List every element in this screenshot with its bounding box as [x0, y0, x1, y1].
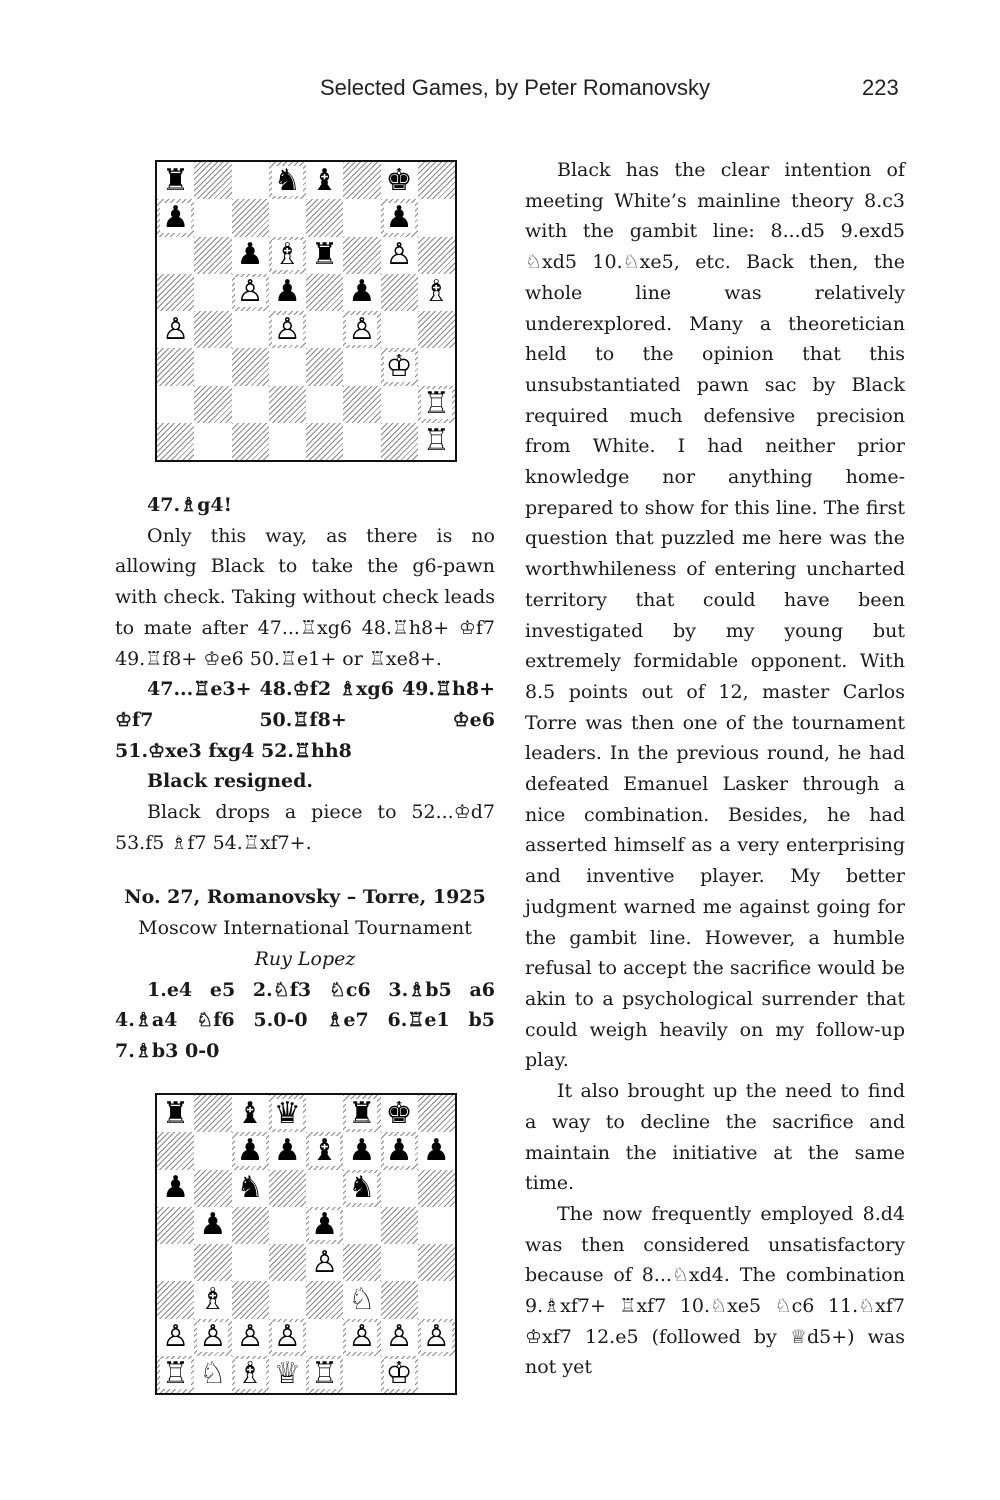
square-e4 [306, 311, 343, 348]
square-h2 [418, 386, 455, 423]
square-c3 [232, 348, 269, 385]
square-c8 [232, 1095, 269, 1132]
paragraph-1: Black has the clear intention of meeting White’s mainline theory 8.c3 with the gambit line: 8...d5 9.exd5 ♘xd5 10.♘xe5, etc. Back then, the whole line was relatively underexplored. Many a theoretician held to the opinion that this unsubstantiated pawn sac by Black required much defensive precision from White. I had neither prior knowledge nor anything home-prepared to show for this line. The first question that puzzled me here was the worthwhileness of entering uncharted territory that could have been investigated by my young but extremely formidable opponent. With 8.5 points out of 12, master Carlos Torre was then one of the tournament leaders. In the previous round, he had defeated Emanuel Lasker through a nice combination. Besides, he had asserted himself as a very enterprising and inventive player. My better judgment warned me against going for the gambit line. However, a humble refusal to accept the sacrifice would be akin to a psychological surrender that could weigh heavily on my follow-up play. [525, 159, 905, 1072]
square-a8 [157, 162, 194, 199]
square-e6 [306, 1170, 343, 1207]
square-e5 [306, 1207, 343, 1244]
chess-diagram-1 [155, 160, 457, 462]
square-d1 [269, 1356, 306, 1393]
square-c6 [232, 1170, 269, 1207]
square-a5 [157, 1207, 194, 1244]
chess-piece: ♝ [236, 1095, 264, 1131]
chess-piece: ♚ [385, 1095, 413, 1131]
square-c7 [232, 1132, 269, 1169]
chess-piece: ♗ [199, 1281, 227, 1317]
left-column-top [115, 490, 495, 1067]
chess-piece: ♟ [385, 199, 413, 235]
square-h2 [418, 1319, 455, 1356]
square-c5 [232, 1207, 269, 1244]
square-h3 [418, 1281, 455, 1318]
chess-piece: ♙ [385, 1319, 413, 1355]
chess-piece: ♜ [311, 237, 339, 273]
chess-piece: ♙ [162, 1319, 190, 1355]
square-g5 [381, 1207, 418, 1244]
chess-piece: ♟ [199, 1207, 227, 1243]
chess-piece: ♞ [236, 1170, 264, 1206]
square-c4 [232, 311, 269, 348]
chess-piece: ♙ [199, 1319, 227, 1355]
chess-piece: ♙ [273, 1319, 301, 1355]
square-a4 [157, 1244, 194, 1281]
square-h1 [418, 1356, 455, 1393]
chess-piece: ♟ [162, 1170, 190, 1206]
running-head: Selected Games, by Peter Romanovsky [320, 75, 711, 100]
square-f1 [343, 423, 380, 460]
square-h5 [418, 1207, 455, 1244]
opening-moves: 1.e4 e5 2.♘f3 ♘c6 3.♗b5 a6 4.♗a4 ♘f6 5.0-0 ♗e7 6.♖e1 b5 7.♗b3 0-0 [115, 978, 495, 1062]
square-d3 [269, 1281, 306, 1318]
square-g2 [381, 386, 418, 423]
square-f6 [343, 1170, 380, 1207]
square-e2 [306, 386, 343, 423]
square-a1 [157, 423, 194, 460]
opening-name: Ruy Lopez [254, 947, 356, 970]
square-f8 [343, 1095, 380, 1132]
square-d4 [269, 1244, 306, 1281]
square-d5 [269, 1207, 306, 1244]
square-b4 [194, 311, 231, 348]
square-d5 [269, 274, 306, 311]
square-d2 [269, 386, 306, 423]
paragraph-2: It also brought up the need to find a way to decline the sacrifice and maintain the initiative at the same time. [525, 1080, 905, 1195]
square-d7 [269, 1132, 306, 1169]
square-a3 [157, 1281, 194, 1318]
chess-piece: ♟ [422, 1132, 450, 1168]
square-a1 [157, 1356, 194, 1393]
annotation-2: Black drops a piece to 52...♔d7 53.f5 ♗f7 54.♖xf7+. [115, 801, 495, 854]
square-f7 [343, 199, 380, 236]
chess-piece: ♟ [273, 1132, 301, 1168]
annotation-1: Only this way, as there is no allowing Black to take the g6-pawn with check. Taking without check leads to mate after 47...♖xg6 48.♖h8+ ♔f7 49.♖f8+ ♔e6 50.♖e1+ or ♖xe8+. [115, 524, 495, 670]
chess-piece: ♗ [273, 237, 301, 273]
square-c3 [232, 1281, 269, 1318]
square-b2 [194, 386, 231, 423]
square-a3 [157, 348, 194, 385]
square-d1 [269, 423, 306, 460]
chess-piece: ♙ [422, 1319, 450, 1355]
chess-piece: ♙ [348, 311, 376, 347]
square-f2 [343, 1319, 380, 1356]
chess-piece: ♙ [162, 311, 190, 347]
square-e8 [306, 162, 343, 199]
square-e7 [306, 199, 343, 236]
square-g4 [381, 1244, 418, 1281]
chess-piece: ♗ [236, 1356, 264, 1392]
square-h7 [418, 199, 455, 236]
square-h6 [418, 1170, 455, 1207]
square-d6 [269, 237, 306, 274]
square-c8 [232, 162, 269, 199]
square-c1 [232, 423, 269, 460]
square-g4 [381, 311, 418, 348]
chess-piece: ♚ [385, 162, 413, 198]
square-h5 [418, 274, 455, 311]
right-column [525, 155, 905, 1383]
square-b7 [194, 1132, 231, 1169]
square-e3 [306, 1281, 343, 1318]
chess-piece: ♕ [273, 1356, 301, 1392]
square-h4 [418, 311, 455, 348]
chess-piece: ♙ [311, 1244, 339, 1280]
square-f8 [343, 162, 380, 199]
square-g2 [381, 1319, 418, 1356]
square-d3 [269, 348, 306, 385]
square-g8 [381, 1095, 418, 1132]
chess-piece: ♜ [162, 162, 190, 198]
square-e7 [306, 1132, 343, 1169]
square-b2 [194, 1319, 231, 1356]
square-e1 [306, 1356, 343, 1393]
square-g3 [381, 1281, 418, 1318]
square-f1 [343, 1356, 380, 1393]
chess-piece: ♔ [385, 348, 413, 384]
chess-piece: ♙ [273, 311, 301, 347]
square-h4 [418, 1244, 455, 1281]
chess-piece: ♙ [348, 1319, 376, 1355]
square-g3 [381, 348, 418, 385]
chess-piece: ♗ [422, 274, 450, 310]
square-b8 [194, 162, 231, 199]
square-f5 [343, 1207, 380, 1244]
square-a7 [157, 1132, 194, 1169]
square-h6 [418, 237, 455, 274]
paragraph-3: The now frequently employed 8.d4 was then considered unsatisfactory because of 8...♘xd4. The combination 9.♗xf7+ ♖xf7 10.♘xe5 ♘c6 11.♘xf7 ♔xf7 12.e5 (followed by ♕d5+) was not yet [525, 1202, 905, 1379]
square-c5 [232, 274, 269, 311]
square-b4 [194, 1244, 231, 1281]
square-d6 [269, 1170, 306, 1207]
square-c2 [232, 1319, 269, 1356]
square-g6 [381, 237, 418, 274]
square-h8 [418, 1095, 455, 1132]
chess-piece: ♟ [311, 1207, 339, 1243]
square-f5 [343, 274, 380, 311]
square-a6 [157, 237, 194, 274]
chess-piece: ♞ [273, 162, 301, 198]
square-d8 [269, 1095, 306, 1132]
chess-piece: ♟ [236, 1132, 264, 1168]
square-h8 [418, 162, 455, 199]
square-e4 [306, 1244, 343, 1281]
game-title: No. 27, Romanovsky – Torre, 1925 [124, 886, 486, 909]
chess-piece: ♖ [311, 1356, 339, 1392]
chess-piece: ♖ [422, 423, 450, 459]
square-f7 [343, 1132, 380, 1169]
chess-piece: ♛ [273, 1095, 301, 1131]
square-a4 [157, 311, 194, 348]
square-d7 [269, 199, 306, 236]
square-b3 [194, 1281, 231, 1318]
chess-piece: ♟ [385, 1132, 413, 1168]
event-name: Moscow International Tournament [138, 917, 472, 940]
square-g1 [381, 1356, 418, 1393]
square-e8 [306, 1095, 343, 1132]
square-h3 [418, 348, 455, 385]
moves-47-50: 47...♖e3+ 48.♔f2 ♗xg6 49.♖h8+ ♔f7 50.♖f8+ ♔e6 [115, 678, 495, 731]
square-d2 [269, 1319, 306, 1356]
square-g5 [381, 274, 418, 311]
square-c7 [232, 199, 269, 236]
chess-diagram-2 [155, 1093, 457, 1395]
chess-piece: ♘ [199, 1356, 227, 1392]
chess-piece: ♙ [236, 1319, 264, 1355]
chess-piece: ♟ [162, 199, 190, 235]
square-e1 [306, 423, 343, 460]
square-b8 [194, 1095, 231, 1132]
chess-piece: ♖ [422, 386, 450, 422]
square-c1 [232, 1356, 269, 1393]
square-b5 [194, 1207, 231, 1244]
square-e2 [306, 1319, 343, 1356]
square-g1 [381, 423, 418, 460]
chess-piece: ♙ [236, 274, 264, 310]
square-c4 [232, 1244, 269, 1281]
chess-piece: ♟ [348, 274, 376, 310]
square-c6 [232, 237, 269, 274]
square-d4 [269, 311, 306, 348]
square-e6 [306, 237, 343, 274]
square-b1 [194, 423, 231, 460]
chess-piece: ♝ [311, 1132, 339, 1168]
square-g6 [381, 1170, 418, 1207]
move-47: 47.♗g4! [147, 494, 232, 516]
square-b3 [194, 348, 231, 385]
black-resigned: Black resigned. [147, 770, 314, 793]
square-f4 [343, 311, 380, 348]
square-d8 [269, 162, 306, 199]
square-b7 [194, 199, 231, 236]
square-f6 [343, 237, 380, 274]
chess-piece: ♟ [348, 1132, 376, 1168]
square-h1 [418, 423, 455, 460]
square-g7 [381, 199, 418, 236]
square-f2 [343, 386, 380, 423]
square-g8 [381, 162, 418, 199]
square-a2 [157, 386, 194, 423]
square-h7 [418, 1132, 455, 1169]
square-b6 [194, 1170, 231, 1207]
chess-piece: ♘ [348, 1281, 376, 1317]
chess-piece: ♟ [273, 274, 301, 310]
square-b5 [194, 274, 231, 311]
square-e5 [306, 274, 343, 311]
square-f3 [343, 1281, 380, 1318]
square-e3 [306, 348, 343, 385]
moves-51-52: 51.♔xe3 fxg4 52.♖hh8 [115, 739, 352, 762]
chess-piece: ♜ [162, 1095, 190, 1131]
square-c2 [232, 386, 269, 423]
square-b6 [194, 237, 231, 274]
square-g7 [381, 1132, 418, 1169]
square-f4 [343, 1244, 380, 1281]
chess-piece: ♙ [385, 237, 413, 273]
chess-piece: ♞ [348, 1170, 376, 1206]
square-a8 [157, 1095, 194, 1132]
square-a5 [157, 274, 194, 311]
chess-piece: ♟ [236, 237, 264, 273]
square-a7 [157, 199, 194, 236]
square-f3 [343, 348, 380, 385]
page-number: 223 [862, 75, 899, 100]
square-b1 [194, 1356, 231, 1393]
chess-piece: ♜ [348, 1095, 376, 1131]
square-a2 [157, 1319, 194, 1356]
chess-piece: ♔ [385, 1356, 413, 1392]
chess-piece: ♝ [311, 162, 339, 198]
chess-piece: ♖ [162, 1356, 190, 1392]
square-a6 [157, 1170, 194, 1207]
